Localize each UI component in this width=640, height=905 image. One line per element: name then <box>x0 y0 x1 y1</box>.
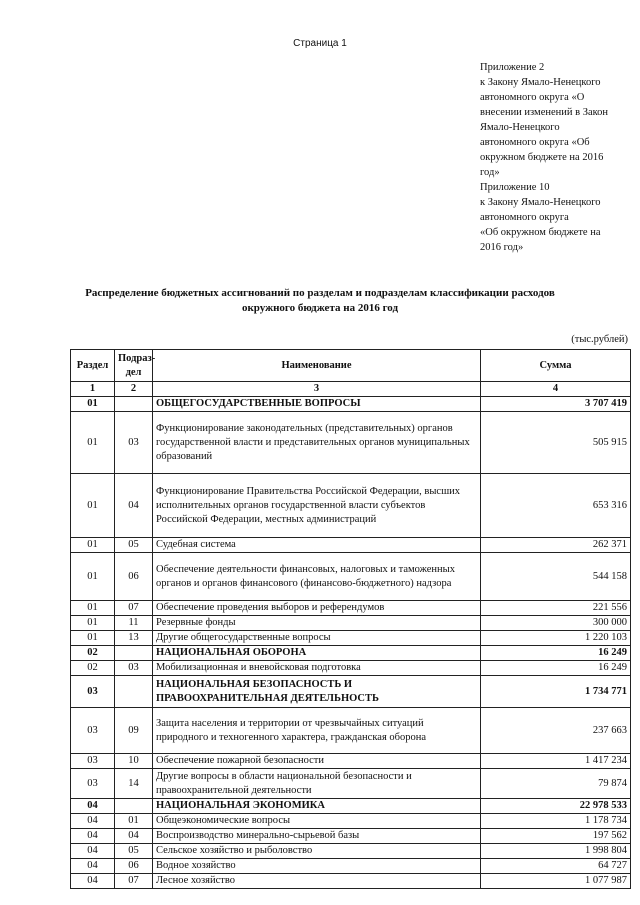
row-subsection-code: 07 <box>115 874 153 889</box>
row-sum: 221 556 <box>481 601 631 616</box>
row-sum: 16 249 <box>481 646 631 661</box>
row-subsection-code: 14 <box>115 769 153 799</box>
row-name: Судебная система <box>153 538 481 553</box>
row-sum: 1 998 804 <box>481 844 631 859</box>
row-section-code: 03 <box>71 676 115 708</box>
row-subsection-code: 06 <box>115 553 153 601</box>
row-subsection-code <box>115 397 153 412</box>
table-row <box>71 631 631 646</box>
row-name: Функционирование Правительства Российской Федерации, высших исполнительных органов государственной власти субъектов Российской Федерации, местных администраций <box>153 474 481 538</box>
row-section-code: 03 <box>71 708 115 754</box>
row-name: Функционирование законодательных (представительных) органов государственной власти и представительных органов муниципальных образований <box>153 412 481 474</box>
table-row <box>71 874 631 889</box>
row-name: Общеэкономические вопросы <box>153 814 481 829</box>
row-name: Водное хозяйство <box>153 859 481 874</box>
row-name: Резервные фонды <box>153 616 481 631</box>
row-section-code: 04 <box>71 814 115 829</box>
row-section-code: 04 <box>71 859 115 874</box>
page-header: Страница 1 <box>293 38 347 49</box>
table-row <box>71 616 631 631</box>
table-row <box>71 676 631 708</box>
row-name: НАЦИОНАЛЬНАЯ ОБОРОНА <box>153 646 481 661</box>
row-section-code: 02 <box>71 646 115 661</box>
document-title: Распределение бюджетных ассигнований по разделам и подразделам классификации расходов окружного бюджета на 2016 год <box>85 287 555 314</box>
table-row <box>71 397 631 412</box>
row-section-code: 01 <box>71 397 115 412</box>
row-name: Обеспечение проведения выборов и референдумов <box>153 601 481 616</box>
row-name: Обеспечение пожарной безопасности <box>153 754 481 769</box>
row-name: Лесное хозяйство <box>153 874 481 889</box>
row-subsection-code: 06 <box>115 859 153 874</box>
row-subsection-code: 01 <box>115 814 153 829</box>
row-subsection-code: 09 <box>115 708 153 754</box>
row-name: НАЦИОНАЛЬНАЯ БЕЗОПАСНОСТЬ И ПРАВООХРАНИТЕЛЬНАЯ ДЕЯТЕЛЬНОСТЬ <box>153 676 481 708</box>
row-sum: 1 734 771 <box>481 676 631 708</box>
row-name: Защита населения и территории от чрезвычайных ситуаций природного и техногенного характера, гражданская оборона <box>153 708 481 754</box>
row-subsection-code: 04 <box>115 829 153 844</box>
row-sum: 237 663 <box>481 708 631 754</box>
table-row <box>71 538 631 553</box>
row-subsection-code: 05 <box>115 538 153 553</box>
appendix-2-text: Приложение 2 к Закону Ямало-Ненецкого автономного округа «О внесении изменений в Закон Ямало-Ненецкого автономного округа «Об окружном бюджете на 2016 год» <box>480 62 609 178</box>
row-sum: 197 562 <box>481 829 631 844</box>
row-sum: 1 417 234 <box>481 754 631 769</box>
row-sum: 262 371 <box>481 538 631 553</box>
row-section-code: 01 <box>71 631 115 646</box>
row-section-code: 04 <box>71 874 115 889</box>
row-subsection-code: 07 <box>115 601 153 616</box>
row-sum: 64 727 <box>481 859 631 874</box>
appendix-10-text: Приложение 10 к Закону Ямало-Ненецкого автономного округа «Об окружном бюджете на 2016 год» <box>480 182 601 253</box>
header-name: Наименование <box>153 350 481 382</box>
row-section-code: 02 <box>71 661 115 676</box>
table-row <box>71 859 631 874</box>
row-subsection-code: 10 <box>115 754 153 769</box>
column-number: 4 <box>481 382 631 397</box>
table-row <box>71 769 631 799</box>
row-section-code: 04 <box>71 829 115 844</box>
row-subsection-code: 05 <box>115 844 153 859</box>
row-section-code: 03 <box>71 754 115 769</box>
row-name: Сельское хозяйство и рыболовство <box>153 844 481 859</box>
row-subsection-code: 11 <box>115 616 153 631</box>
table-row <box>71 799 631 814</box>
row-name: Мобилизационная и вневойсковая подготовка <box>153 661 481 676</box>
table-row <box>71 708 631 754</box>
row-subsection-code <box>115 799 153 814</box>
row-name: НАЦИОНАЛЬНАЯ ЭКОНОМИКА <box>153 799 481 814</box>
row-section-code: 01 <box>71 601 115 616</box>
table-row <box>71 553 631 601</box>
row-subsection-code: 13 <box>115 631 153 646</box>
row-section-code: 04 <box>71 799 115 814</box>
table-row <box>71 814 631 829</box>
column-number: 1 <box>71 382 115 397</box>
row-section-code: 01 <box>71 538 115 553</box>
row-sum: 16 249 <box>481 661 631 676</box>
table-header-row <box>71 350 631 382</box>
row-sum: 22 978 533 <box>481 799 631 814</box>
row-sum: 1 077 987 <box>481 874 631 889</box>
row-sum: 1 178 734 <box>481 814 631 829</box>
table-row <box>71 412 631 474</box>
row-sum: 3 707 419 <box>481 397 631 412</box>
row-name: ОБЩЕГОСУДАРСТВЕННЫЕ ВОПРОСЫ <box>153 397 481 412</box>
row-name: Другие вопросы в области национальной безопасности и правоохранительной деятельности <box>153 769 481 799</box>
table-row <box>71 646 631 661</box>
row-subsection-code: 04 <box>115 474 153 538</box>
table-row <box>71 601 631 616</box>
row-subsection-code <box>115 646 153 661</box>
units-label: (тыс.рублей) <box>571 334 628 345</box>
row-name: Воспроизводство минерально-сырьевой базы <box>153 829 481 844</box>
column-number: 3 <box>153 382 481 397</box>
table-body <box>71 397 631 889</box>
table-row <box>71 844 631 859</box>
row-name: Другие общегосударственные вопросы <box>153 631 481 646</box>
row-section-code: 04 <box>71 844 115 859</box>
row-section-code: 01 <box>71 616 115 631</box>
row-sum: 505 915 <box>481 412 631 474</box>
appendix-block <box>480 60 640 255</box>
header-subsection: Подраз- дел <box>115 350 153 382</box>
row-section-code: 01 <box>71 474 115 538</box>
header-sum: Сумма <box>481 350 631 382</box>
row-section-code: 03 <box>71 769 115 799</box>
column-numbers-row <box>71 382 631 397</box>
row-sum: 300 000 <box>481 616 631 631</box>
row-subsection-code: 03 <box>115 412 153 474</box>
row-sum: 653 316 <box>481 474 631 538</box>
table-row <box>71 754 631 769</box>
header-section: Раздел <box>71 350 115 382</box>
row-subsection-code <box>115 676 153 708</box>
column-number: 2 <box>115 382 153 397</box>
row-section-code: 01 <box>71 412 115 474</box>
row-sum: 1 220 103 <box>481 631 631 646</box>
table-row <box>71 661 631 676</box>
row-subsection-code: 03 <box>115 661 153 676</box>
row-name: Обеспечение деятельности финансовых, налоговых и таможенных органов и органов финансового (финансово-бюджетного) надзора <box>153 553 481 601</box>
table-row <box>71 829 631 844</box>
row-section-code: 01 <box>71 553 115 601</box>
budget-table <box>70 349 631 889</box>
row-sum: 79 874 <box>481 769 631 799</box>
table-row <box>71 474 631 538</box>
row-sum: 544 158 <box>481 553 631 601</box>
